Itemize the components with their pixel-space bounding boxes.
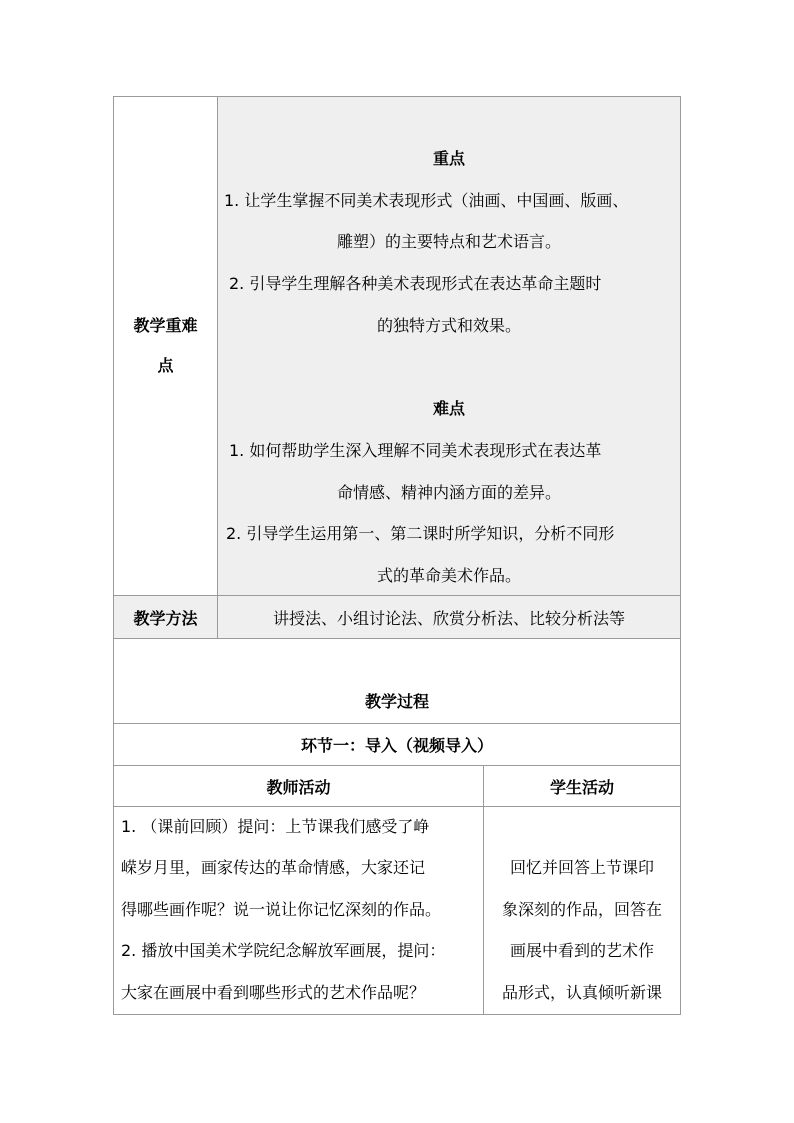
- student-header-cell: [483, 765, 681, 807]
- key-difficult-label-line1: 教学重难: [133, 316, 198, 335]
- focus-heading: 重点: [432, 149, 465, 168]
- focus-line-2: 雕塑）的主要特点和艺术语言。: [336, 232, 561, 251]
- teacher-line-3: 得哪些画作呢？说一说让你记忆深刻的作品。: [121, 900, 442, 919]
- focus-line-3: 2. 引导学生理解各种美术表现形式在表达革命主题时: [229, 274, 602, 293]
- student-line-4: 品形式，认真倾听新课: [501, 983, 662, 1002]
- section1-title: 环节一：导入（视频导入）: [300, 736, 493, 755]
- difficulty-line-1: 1. 如何帮助学生深入理解不同美术表现形式在表达革: [229, 441, 602, 460]
- teacher-line-1: 1. （课前回顾）提问：上节课我们感受了峥: [121, 817, 430, 836]
- methods-value-cell: [217, 595, 681, 639]
- student-line-3: 画展中看到的艺术作: [509, 941, 654, 960]
- teacher-line-5: 大家在画展中看到哪些形式的艺术作品呢？: [121, 983, 426, 1002]
- methods-value: 讲授法、小组讨论法、欣赏分析法、比较分析法等: [272, 608, 625, 628]
- student-header: 学生活动: [549, 777, 614, 797]
- difficulty-line-4: 式的革命美术作品。: [376, 566, 521, 585]
- student-line-1: 回忆并回答上节课印: [509, 858, 654, 877]
- focus-line-4: 的独特方式和效果。: [376, 316, 521, 335]
- section1-cell: [113, 723, 681, 766]
- key-difficult-content-cell: [217, 96, 681, 596]
- teacher-line-4: 2. 播放中国美术学院纪念解放军画展，提问：: [121, 941, 446, 960]
- key-difficult-label-line2: 点: [157, 356, 174, 375]
- methods-label: 教学方法: [133, 608, 198, 628]
- teacher-header-cell: [113, 765, 484, 807]
- focus-line-1: 1. 让学生掌握不同美术表现形式（油画、中国画、版画、: [224, 191, 629, 210]
- teacher-header: 教师活动: [266, 777, 331, 797]
- difficulty-heading: 难点: [432, 399, 465, 418]
- teacher-line-2: 嵘岁月里，画家传达的革命情感，大家还记: [121, 858, 426, 877]
- methods-label-cell: [113, 595, 218, 639]
- key-difficult-label-cell: [113, 96, 218, 596]
- difficulty-line-3: 2. 引导学生运用第一、第二课时所学知识，分析不同形: [226, 524, 615, 543]
- difficulty-line-2: 命情感、精神内涵方面的差异。: [336, 483, 561, 502]
- student-line-2: 象深刻的作品，回答在: [501, 900, 662, 919]
- process-heading: 教学过程: [364, 692, 429, 711]
